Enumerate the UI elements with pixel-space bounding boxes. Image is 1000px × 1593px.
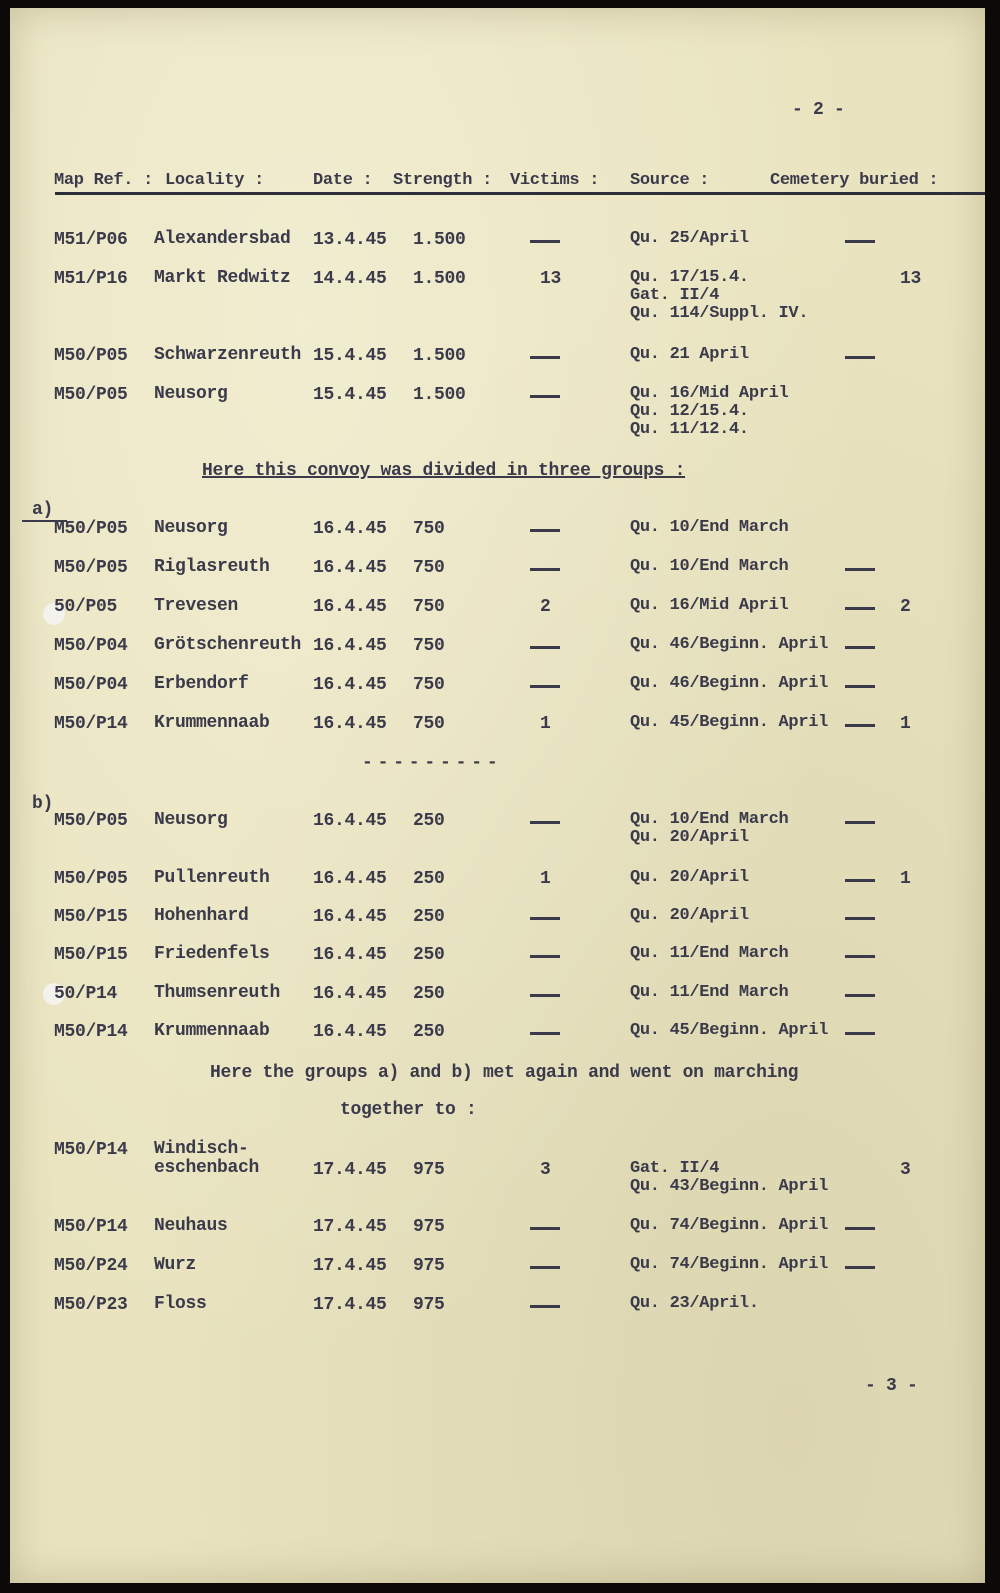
cell-map-ref: M50/P15: [54, 945, 128, 965]
cell-strength: 750: [413, 519, 445, 539]
header-rule: [55, 192, 985, 195]
cell-strength: 750: [413, 675, 445, 695]
cell-source: Qu. 20/April: [630, 906, 749, 925]
cell-cemetery: 3: [900, 1160, 911, 1180]
cell-strength: 250: [413, 907, 445, 927]
cell-source: Qu. 16/Mid April Qu. 12/15.4. Qu. 11/12.4.: [630, 384, 789, 439]
cell-locality: Neusorg: [154, 384, 228, 404]
cemetery-dash: [845, 568, 875, 571]
met-note-line-2: together to :: [340, 1100, 477, 1120]
cell-source: Qu. 45/Beginn. April: [630, 1021, 829, 1040]
cemetery-dash: [845, 1266, 875, 1269]
cell-strength: 975: [413, 1217, 445, 1237]
cell-locality: Neusorg: [154, 810, 228, 830]
cell-date: 16.4.45: [313, 636, 387, 656]
cell-locality: Markt Redwitz: [154, 268, 291, 288]
victims-dash: [530, 529, 560, 532]
cell-locality: Alexandersbad: [154, 229, 291, 249]
cell-strength: 1.500: [413, 385, 466, 405]
cemetery-dash: [845, 1227, 875, 1230]
cell-map-ref: M50/P14: [54, 1022, 128, 1042]
cell-map-ref: M50/P15: [54, 907, 128, 927]
cell-date: 16.4.45: [313, 675, 387, 695]
victims-dash: [530, 240, 560, 243]
cemetery-dash: [845, 1032, 875, 1035]
cell-source: Qu. 10/End March Qu. 20/April: [630, 810, 789, 847]
met-note-line-1: Here the groups a) and b) met again and went on marching: [210, 1063, 799, 1083]
cell-strength: 1.500: [413, 346, 466, 366]
cell-source: Qu. 23/April.: [630, 1294, 759, 1313]
cell-victims: 13: [540, 269, 562, 289]
cell-locality: Krummennaab: [154, 713, 270, 733]
cell-source: Qu. 20/April: [630, 868, 749, 887]
cell-date: 16.4.45: [313, 714, 387, 734]
cell-date: 16.4.45: [313, 945, 387, 965]
cell-map-ref: M51/P06: [54, 230, 128, 250]
cell-locality: Neuhaus: [154, 1216, 228, 1236]
cell-date: 13.4.45: [313, 230, 387, 250]
cemetery-dash: [845, 724, 875, 727]
cell-map-ref: M50/P14: [54, 714, 128, 734]
cemetery-dash: [845, 607, 875, 610]
cell-strength: 975: [413, 1160, 445, 1180]
cell-locality: Krummennaab: [154, 1021, 270, 1041]
cell-locality: Windisch- eschenbach: [154, 1139, 260, 1178]
cell-date: 14.4.45: [313, 269, 387, 289]
cell-date: 16.4.45: [313, 597, 387, 617]
cell-map-ref: M50/P04: [54, 636, 128, 656]
cell-source: Qu. 11/End March: [630, 983, 789, 1002]
cell-source: Qu. 46/Beginn. April: [630, 674, 829, 693]
cell-map-ref: M50/P05: [54, 385, 128, 405]
header-map-ref: Map Ref. :: [54, 171, 154, 190]
cell-date: 15.4.45: [313, 346, 387, 366]
cell-victims: 3: [540, 1160, 551, 1180]
cell-strength: 250: [413, 1022, 445, 1042]
cell-map-ref: 50/P14: [54, 984, 118, 1004]
cell-date: 16.4.45: [313, 558, 387, 578]
victims-dash: [530, 1305, 560, 1308]
cell-victims: 1: [540, 714, 551, 734]
victims-dash: [530, 994, 560, 997]
cell-map-ref: M50/P14: [54, 1140, 128, 1160]
cell-source: Qu. 21 April: [630, 345, 749, 364]
cell-locality: Pullenreuth: [154, 868, 270, 888]
cell-source: Gat. II/4 Qu. 43/Beginn. April: [630, 1159, 829, 1196]
cell-strength: 750: [413, 636, 445, 656]
cell-source: Qu. 10/End March: [630, 518, 789, 537]
victims-dash: [530, 356, 560, 359]
cell-strength: 975: [413, 1295, 445, 1315]
cell-date: 16.4.45: [313, 1022, 387, 1042]
cell-strength: 975: [413, 1256, 445, 1276]
cell-locality: Thumsenreuth: [154, 983, 281, 1003]
victims-dash: [530, 685, 560, 688]
division-note: Here this convoy was divided in three groups :: [202, 461, 686, 481]
cell-strength: 1.500: [413, 230, 466, 250]
cell-strength: 250: [413, 984, 445, 1004]
cell-map-ref: M50/P05: [54, 869, 128, 889]
cell-map-ref: M50/P24: [54, 1256, 128, 1276]
cell-locality: Trevesen: [154, 596, 239, 616]
cemetery-dash: [845, 994, 875, 997]
cell-cemetery: 2: [900, 597, 911, 617]
cell-source: Qu. 11/End March: [630, 944, 789, 963]
cell-map-ref: M51/P16: [54, 269, 128, 289]
cemetery-dash: [845, 879, 875, 882]
cell-map-ref: M50/P05: [54, 519, 128, 539]
header-source: Source :: [630, 171, 710, 190]
cemetery-dash: [845, 356, 875, 359]
victims-dash: [530, 646, 560, 649]
cell-locality: Erbendorf: [154, 674, 249, 694]
cell-cemetery: 13: [900, 269, 922, 289]
cemetery-dash: [845, 821, 875, 824]
cell-map-ref: M50/P04: [54, 675, 128, 695]
group-a-label: a): [32, 500, 54, 520]
cell-strength: 250: [413, 945, 445, 965]
victims-dash: [530, 1032, 560, 1035]
cell-strength: 250: [413, 869, 445, 889]
header-date: Date :: [313, 171, 373, 190]
cemetery-dash: [845, 917, 875, 920]
cemetery-dash: [845, 240, 875, 243]
cell-date: 16.4.45: [313, 519, 387, 539]
cell-map-ref: M50/P05: [54, 558, 128, 578]
cell-locality: Hohenhard: [154, 906, 249, 926]
cell-map-ref: M50/P05: [54, 811, 128, 831]
cemetery-dash: [845, 646, 875, 649]
cell-map-ref: M50/P23: [54, 1295, 128, 1315]
cell-locality: Wurz: [154, 1255, 197, 1275]
cell-strength: 250: [413, 811, 445, 831]
cell-source: Qu. 17/15.4. Gat. II/4 Qu. 114/Suppl. IV.: [630, 268, 809, 323]
victims-dash: [530, 395, 560, 398]
cell-source: Qu. 45/Beginn. April: [630, 713, 829, 732]
cell-source: Qu. 74/Beginn. April: [630, 1255, 829, 1274]
victims-dash: [530, 821, 560, 824]
header-victims: Victims :: [510, 171, 600, 190]
cell-date: 16.4.45: [313, 984, 387, 1004]
group-b-label: b): [32, 794, 54, 814]
cell-source: Qu. 46/Beginn. April: [630, 635, 829, 654]
cell-victims: 2: [540, 597, 551, 617]
cell-locality: Grötschenreuth: [154, 635, 302, 655]
cell-map-ref: M50/P14: [54, 1217, 128, 1237]
victims-dash: [530, 955, 560, 958]
page-number-bottom: - 3 -: [865, 1376, 918, 1396]
cell-locality: Riglasreuth: [154, 557, 270, 577]
cell-date: 17.4.45: [313, 1160, 387, 1180]
header-locality: Locality :: [165, 171, 265, 190]
cemetery-dash: [845, 685, 875, 688]
victims-dash: [530, 568, 560, 571]
victims-dash: [530, 1227, 560, 1230]
cemetery-dash: [845, 955, 875, 958]
victims-dash: [530, 1266, 560, 1269]
document-page: [10, 8, 985, 1583]
cell-date: 17.4.45: [313, 1217, 387, 1237]
cell-strength: 1.500: [413, 269, 466, 289]
cell-date: 17.4.45: [313, 1256, 387, 1276]
header-cemetery: Cemetery buried :: [770, 171, 939, 190]
cell-cemetery: 1: [900, 869, 911, 889]
victims-dash: [530, 917, 560, 920]
cell-source: Qu. 25/April: [630, 229, 749, 248]
cell-date: 17.4.45: [313, 1295, 387, 1315]
cell-locality: Neusorg: [154, 518, 228, 538]
cell-map-ref: 50/P05: [54, 597, 118, 617]
cell-locality: Friedenfels: [154, 944, 270, 964]
cell-locality: Floss: [154, 1294, 207, 1314]
cell-date: 16.4.45: [313, 869, 387, 889]
cell-date: 16.4.45: [313, 907, 387, 927]
cell-strength: 750: [413, 597, 445, 617]
cell-date: 15.4.45: [313, 385, 387, 405]
page-number-top: - 2 -: [792, 100, 845, 120]
cell-victims: 1: [540, 869, 551, 889]
cell-strength: 750: [413, 714, 445, 734]
cell-map-ref: M50/P05: [54, 346, 128, 366]
cell-cemetery: 1: [900, 714, 911, 734]
cell-date: 16.4.45: [313, 811, 387, 831]
cell-locality: Schwarzenreuth: [154, 345, 302, 365]
cell-strength: 750: [413, 558, 445, 578]
cell-source: Qu. 10/End March: [630, 557, 789, 576]
group-separator: - - - - - - - - -: [362, 753, 495, 773]
cell-source: Qu. 16/Mid April: [630, 596, 789, 615]
cell-source: Qu. 74/Beginn. April: [630, 1216, 829, 1235]
header-strength: Strength :: [393, 171, 493, 190]
